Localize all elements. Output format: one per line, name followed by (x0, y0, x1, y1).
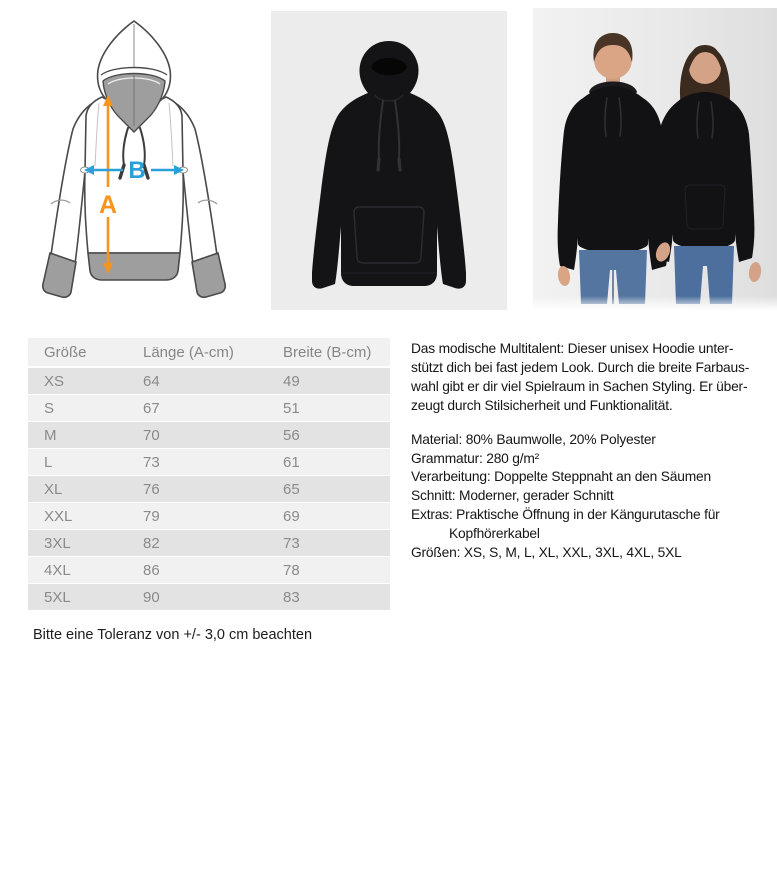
table-row (28, 476, 390, 503)
cell-size: S (44, 399, 55, 417)
spec-extras-continued: Kopfhörerkabel (449, 526, 540, 542)
table-row (28, 584, 390, 611)
table-row (28, 557, 390, 584)
cell-size: M (44, 426, 57, 444)
product-specs (411, 431, 777, 563)
product-description (411, 340, 777, 563)
models-photo-image (533, 8, 777, 310)
cell-laenge: 86 (143, 561, 160, 579)
cell-size: 4XL (44, 561, 71, 579)
description-line: zeugt durch Stilsicherheit und Funktionalität. (411, 397, 673, 413)
cell-laenge: 82 (143, 534, 160, 552)
cell-breite: 51 (283, 399, 300, 417)
cell-breite: 65 (283, 480, 300, 498)
table-row (28, 530, 390, 557)
description-line: wahl gibt er dir viel Spielraum in Sachen Styling. Er über- (411, 378, 748, 394)
header-laenge: Länge (A-cm) (143, 343, 234, 361)
cell-size: XXL (44, 507, 73, 525)
table-row (28, 422, 390, 449)
cell-breite: 83 (283, 588, 300, 606)
cell-size: XL (44, 480, 63, 498)
cell-laenge: 67 (143, 399, 160, 417)
cell-laenge: 90 (143, 588, 160, 606)
cell-breite: 73 (283, 534, 300, 552)
cell-breite: 69 (283, 507, 300, 525)
couple-hoodie-graphic (533, 8, 777, 310)
spec-material: Material: 80% Baumwolle, 20% Polyester (411, 431, 656, 447)
size-table-header (28, 338, 390, 366)
label-a: A (98, 191, 118, 219)
cell-breite: 61 (283, 453, 300, 471)
label-b: B (128, 157, 146, 184)
table-row (28, 503, 390, 530)
cell-laenge: 76 (143, 480, 160, 498)
cell-breite: 49 (283, 372, 300, 390)
cell-laenge: 64 (143, 372, 160, 390)
black-hoodie-graphic (271, 11, 507, 310)
table-row (28, 395, 390, 422)
spec-extras: Extras: Praktische Öffnung in der Kängurutasche für (411, 507, 720, 523)
cell-size: 3XL (44, 534, 71, 552)
size-table (28, 338, 390, 611)
cell-laenge: 79 (143, 507, 160, 525)
spec-verarbeitung: Verarbeitung: Doppelte Steppnaht an den Säumen (411, 469, 711, 485)
size-diagram-image (20, 8, 250, 308)
description-line: stützt dich bei fast jedem Look. Durch die breite Farbaus- (411, 359, 750, 375)
table-row (28, 368, 390, 395)
product-photo-image (271, 11, 507, 310)
description-line: Das modische Multitalent: Dieser unisex Hoodie unter- (411, 341, 734, 356)
spec-groessen: Größen: XS, S, M, L, XL, XXL, 3XL, 4XL, 5XL (411, 545, 682, 561)
cell-breite: 78 (283, 561, 300, 579)
header-groesse: Größe (44, 343, 87, 361)
size-table-body (28, 368, 390, 611)
tolerance-note: Bitte eine Toleranz von +/- 3,0 cm beachten (33, 627, 313, 643)
spec-grammatur: Grammatur: 280 g/m² (411, 450, 540, 466)
cell-laenge: 73 (143, 453, 160, 471)
cell-laenge: 70 (143, 426, 160, 444)
header-breite: Breite (B-cm) (283, 343, 372, 361)
hoodie-line-art (20, 8, 250, 308)
table-row (28, 449, 390, 476)
cell-size: 5XL (44, 588, 71, 606)
spec-schnitt: Schnitt: Moderner, gerader Schnitt (411, 488, 614, 504)
cell-size: XS (44, 372, 65, 390)
cell-breite: 56 (283, 426, 300, 444)
cell-size: L (44, 453, 53, 471)
